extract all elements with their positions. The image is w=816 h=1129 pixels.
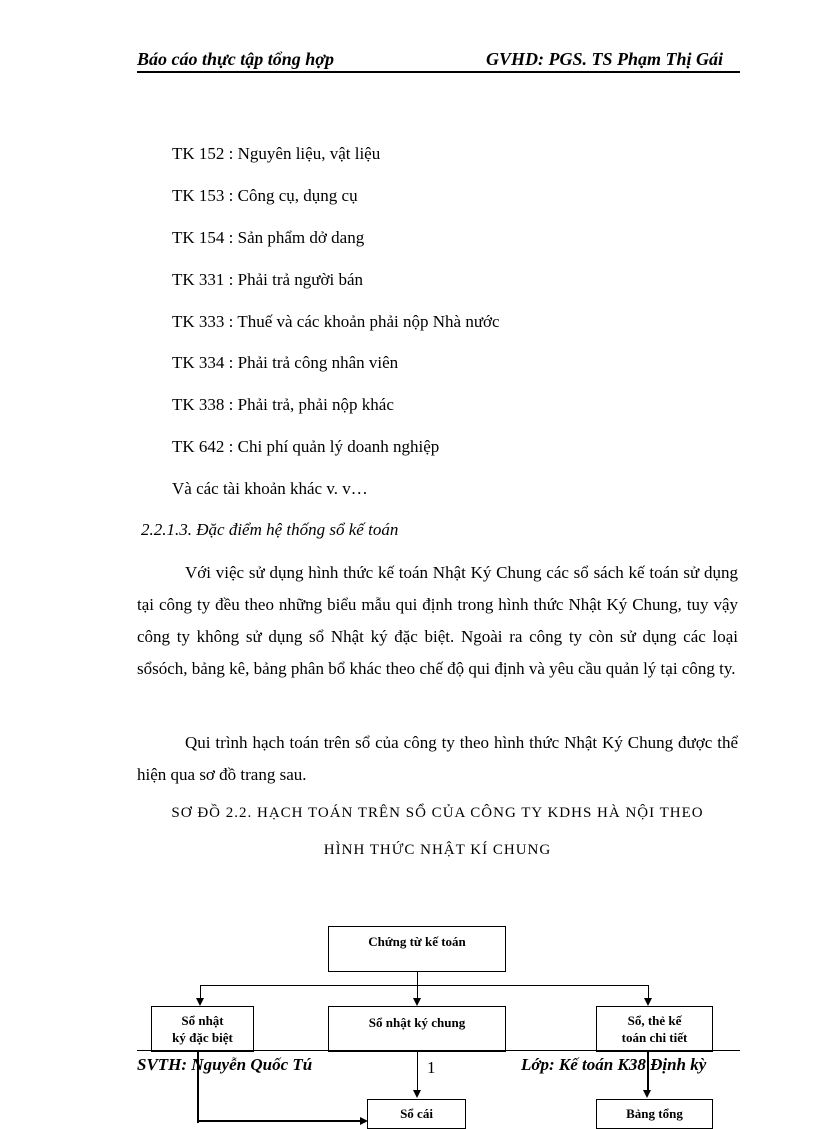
account-item: TK 152 : Nguyên liệu, vật liệu	[172, 144, 381, 163]
box-label: Chứng từ kế toán	[368, 934, 466, 949]
account-item: TK 331 : Phải trả người bán	[172, 270, 364, 289]
account-item: TK 338 : Phải trả, phải nộp khác	[172, 395, 394, 414]
box-bang-tong	[596, 1099, 713, 1129]
header-left: Báo cáo thực tập tổng hợp	[137, 49, 334, 69]
connector-line	[200, 985, 649, 986]
footer-rule	[137, 1050, 740, 1051]
body-paragraph-2	[137, 727, 738, 791]
box-chung-tu-ke-toan	[328, 926, 506, 972]
diagram-caption-line2: HÌNH THỨC NHẬT KÍ CHUNG	[323, 842, 552, 858]
connector-line	[417, 985, 418, 998]
account-item: Và các tài khoản khác v. v…	[172, 479, 368, 498]
connector-line	[417, 1052, 418, 1090]
arrow-down-icon	[413, 998, 421, 1006]
paragraph-text: Qui trình hạch toán trên sổ của công ty theo hình thức Nhật Ký Chung được thể hiện qua sơ đồ trang sau.	[137, 733, 738, 784]
section-heading: 2.2.1.3. Đặc điểm hệ thống sổ kế toán	[141, 520, 399, 539]
account-item: TK 642 : Chi phí quản lý doanh nghiệp	[172, 437, 440, 456]
box-label: Bảng tổng	[626, 1106, 683, 1121]
box-so-cai	[367, 1099, 466, 1129]
footer-right: Lớp: Kế toán K38 Định kỳ	[521, 1055, 707, 1074]
box-so-nhat-ky-dac-biet	[151, 1006, 254, 1052]
account-item: TK 154 : Sản phẩm dở dang	[172, 228, 365, 247]
arrow-down-icon	[644, 998, 652, 1006]
arrow-down-icon	[643, 1090, 651, 1098]
paragraph-text: Với việc sử dụng hình thức kế toán Nhật Ký Chung các sổ sách kế toán sử dụng tại công ty đều theo những biểu mẫu qui định trong hình thức Nhật Ký Chung, tuy vậy công ty không sử dụng sổ Nhật ký đặc biệt. Ngoài ra công ty còn sử dụng các loại sổsóch, bảng kê, bảng phân bổ khác theo chế độ qui định và yêu cầu quản lý tại công ty.	[137, 563, 738, 678]
footer-left: SVTH: Nguyễn Quốc Tú	[137, 1055, 313, 1074]
header-rule	[137, 71, 740, 73]
box-label: ký đặc biệt	[172, 1030, 233, 1045]
arrow-down-icon	[413, 1090, 421, 1098]
box-label: toán chi tiết	[621, 1030, 688, 1045]
header-right: GVHD: PGS. TS Phạm Thị Gái	[486, 49, 724, 69]
body-paragraph-1	[137, 557, 738, 685]
box-so-nhat-ky-chung	[328, 1006, 506, 1052]
connector-line	[197, 1120, 362, 1122]
page-number: 1	[427, 1058, 436, 1077]
connector-line	[200, 985, 201, 998]
account-item: TK 333 : Thuế và các khoản phải nộp Nhà nước	[172, 312, 500, 331]
account-item: TK 153 : Công cụ, dụng cụ	[172, 186, 358, 205]
box-label: Sổ, thẻ kế	[627, 1013, 682, 1028]
box-label: Sổ nhật ký chung	[368, 1015, 466, 1030]
box-label: Sổ cái	[400, 1106, 433, 1121]
connector-line	[417, 972, 418, 985]
account-item: TK 334 : Phải trả công nhân viên	[172, 353, 399, 372]
arrow-down-icon	[196, 998, 204, 1006]
box-so-the-ke-toan-chi-tiet	[596, 1006, 713, 1052]
diagram-caption-line1: SƠ ĐỒ 2.2. HẠCH TOÁN TRÊN SỔ CỦA CÔNG TY KDHS HÀ NỘI THEO	[171, 805, 704, 821]
box-label: Sổ nhật	[181, 1013, 224, 1028]
connector-line	[648, 985, 649, 998]
